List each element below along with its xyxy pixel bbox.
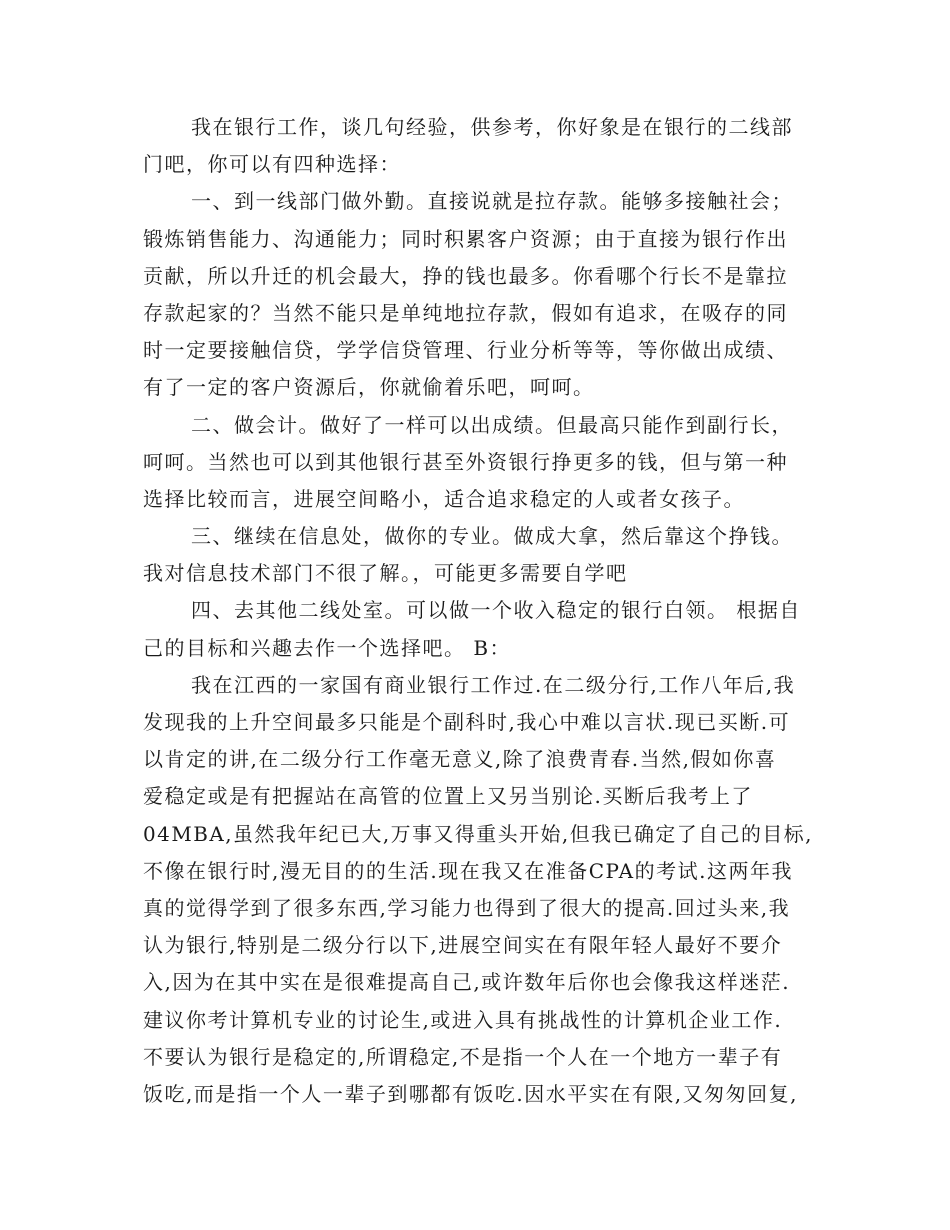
text-line: 04MBA,虽然我年纪已大,万事又得重头开始,但我已确定了自己的目标, xyxy=(143,821,813,846)
document-body xyxy=(143,109,813,1113)
text-line: 呵呵。当然也可以到其他银行甚至外资银行挣更多的钱，但与第一种 xyxy=(143,449,788,474)
text-line: 贡献，所以升迁的机会最大，挣的钱也最多。你看哪个行长不是靠拉 xyxy=(143,263,788,288)
text-line: 二、做会计。做好了一样可以出成绩。但最高只能作到副行长， xyxy=(191,412,793,437)
text-line: 四、去其他二线处室。可以做一个收入稳定的银行白领。 根据自 xyxy=(191,598,801,623)
text-line: 有了一定的客户资源后，你就偷着乐吧，呵呵。 xyxy=(143,375,595,400)
text-line: 己的目标和兴趣去作一个选择吧。 B： xyxy=(143,635,512,660)
text-line: 我在银行工作，谈几句经验，供参考，你好象是在银行的二线部 xyxy=(191,115,793,139)
text-line: 门吧，你可以有四种选择： xyxy=(143,152,401,177)
text-line: 饭吃,而是指一个人一辈子到哪都有饭吃.因水平实在有限,又匆匆回复, xyxy=(143,1081,798,1106)
text-line: 三、继续在信息处，做你的专业。做成大拿，然后靠这个挣钱。 xyxy=(191,524,793,549)
text-line: 认为银行,特别是二级分行以下,进展空间实在有限年轻人最好不要介 xyxy=(143,933,783,958)
text-line: 一、到一线部门做外勤。直接说就是拉存款。能够多接触社会； xyxy=(191,189,793,214)
text-line: 我在江西的一家国有商业银行工作过.在二级分行,工作八年后,我 xyxy=(191,672,796,697)
text-line: 发现我的上升空间最多只能是个副科时,我心中难以言状.现已买断.可 xyxy=(143,710,791,734)
text-line: 锻炼销售能力、沟通能力；同时积累客户资源；由于直接为银行作出 xyxy=(143,226,788,251)
text-line: 时一定要接触信贷，学学信贷管理、行业分析等等，等你做出成绩、 xyxy=(143,338,788,363)
text-line: 存款起家的？当然不能只是单纯地拉存款，假如有追求，在吸存的同 xyxy=(143,300,788,325)
text-line: 入,因为在其中实在是很难提高自己,或许数年后你也会像我这样迷茫. xyxy=(143,970,791,995)
text-line: 不要认为银行是稳定的,所谓稳定,不是指一个人在一个地方一辈子有 xyxy=(143,1044,783,1069)
text-line: 选择比较而言，进展空间略小，适合追求稳定的人或者女孩子。 xyxy=(143,486,745,511)
text-line: 不像在银行时,漫无目的的生活.现在我又在准备CPA的考试.这两年我 xyxy=(143,858,793,883)
text-line: 以肯定的讲,在二级分行工作毫无意义,除了浪费青春.当然,假如你喜 xyxy=(143,747,777,772)
text-line: 建议你考计算机专业的讨论生,或进入具有挑战性的计算机企业工作. xyxy=(143,1007,783,1032)
text-line: 真的觉得学到了很多东西,学习能力也得到了很大的提高.回过头来,我 xyxy=(143,895,791,920)
text-line: 我对信息技术部门不很了解。，可能更多需要自学吧 xyxy=(143,561,628,586)
text-line: 爱稳定或是有把握站在高管的位置上又另当别论.买断后我考上了 xyxy=(143,784,753,809)
